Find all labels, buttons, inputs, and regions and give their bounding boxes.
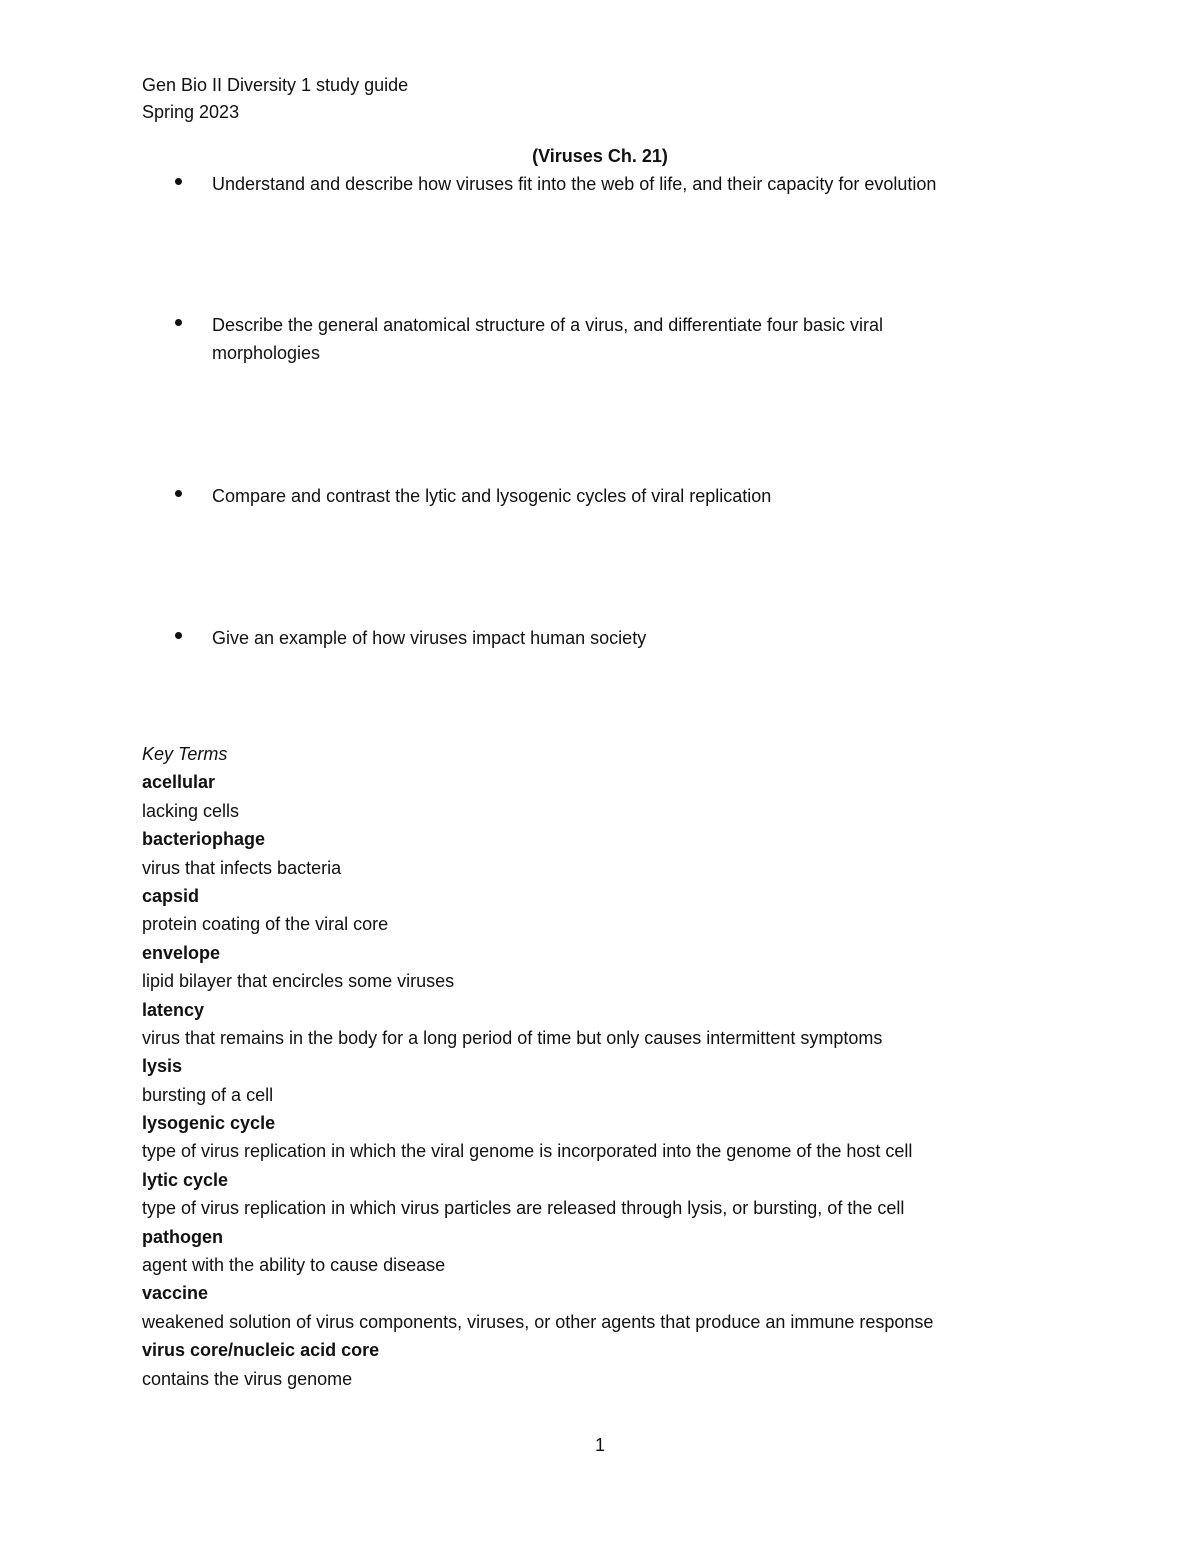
key-term: latency [142, 999, 205, 1020]
bullet-icon [175, 178, 182, 185]
key-term: virus core/nucleic acid core [142, 1340, 380, 1361]
bullet-icon [175, 632, 182, 639]
key-term: lytic cycle [142, 1169, 229, 1190]
key-term: pathogen [142, 1226, 223, 1247]
bullet-icon [175, 319, 182, 326]
objective-text: Understand and describe how viruses fit into the web of life, and their capacity for evolution [212, 174, 937, 194]
key-term-definition: type of virus replication in which virus particles are released through lysis, or bursting, of the cell [142, 1198, 905, 1219]
objective-item [142, 170, 1042, 198]
key-term: vaccine [142, 1283, 209, 1304]
bullet-icon [175, 490, 182, 497]
document-term: Spring 2023 [142, 102, 240, 122]
key-term: lysogenic cycle [142, 1113, 276, 1134]
key-term-definition: type of virus replication in which the viral genome is incorporated into the genome of the host cell [142, 1141, 913, 1162]
key-terms-heading: Key Terms [142, 744, 228, 764]
objective-text: Give an example of how viruses impact human society [212, 628, 647, 648]
key-term-definition: virus that infects bacteria [142, 857, 342, 878]
page-number: 1 [594, 1435, 605, 1455]
key-term-definition: weakened solution of virus components, viruses, or other agents that produce an immune response [142, 1311, 934, 1332]
objective-text: Compare and contrast the lytic and lysogenic cycles of viral replication [212, 486, 772, 506]
key-term: lysis [142, 1056, 183, 1077]
key-term-definition: lacking cells [142, 800, 240, 821]
key-term-definition: agent with the ability to cause disease [142, 1255, 446, 1276]
key-term: capsid [142, 885, 200, 906]
key-term-definition: protein coating of the viral core [142, 914, 389, 935]
key-term: bacteriophage [142, 829, 266, 850]
key-term: acellular [142, 772, 216, 793]
key-term: envelope [142, 942, 221, 963]
objective-item [142, 311, 1042, 367]
key-term-definition: contains the virus genome [142, 1368, 353, 1389]
document-title: Gen Bio II Diversity 1 study guide [142, 75, 409, 95]
key-term-definition: lipid bilayer that encircles some viruses [142, 971, 455, 992]
section-title: (Viruses Ch. 21) [532, 146, 668, 166]
objective-item [142, 482, 1042, 510]
key-term-definition: bursting of a cell [142, 1084, 274, 1105]
objective-item [142, 624, 1042, 652]
key-terms-section [142, 740, 1142, 1393]
objective-text: Describe the general anatomical structure of a virus, and differentiate four basic viral morphologies [212, 315, 884, 363]
key-term-definition: virus that remains in the body for a long period of time but only causes intermittent symptoms [142, 1027, 883, 1048]
